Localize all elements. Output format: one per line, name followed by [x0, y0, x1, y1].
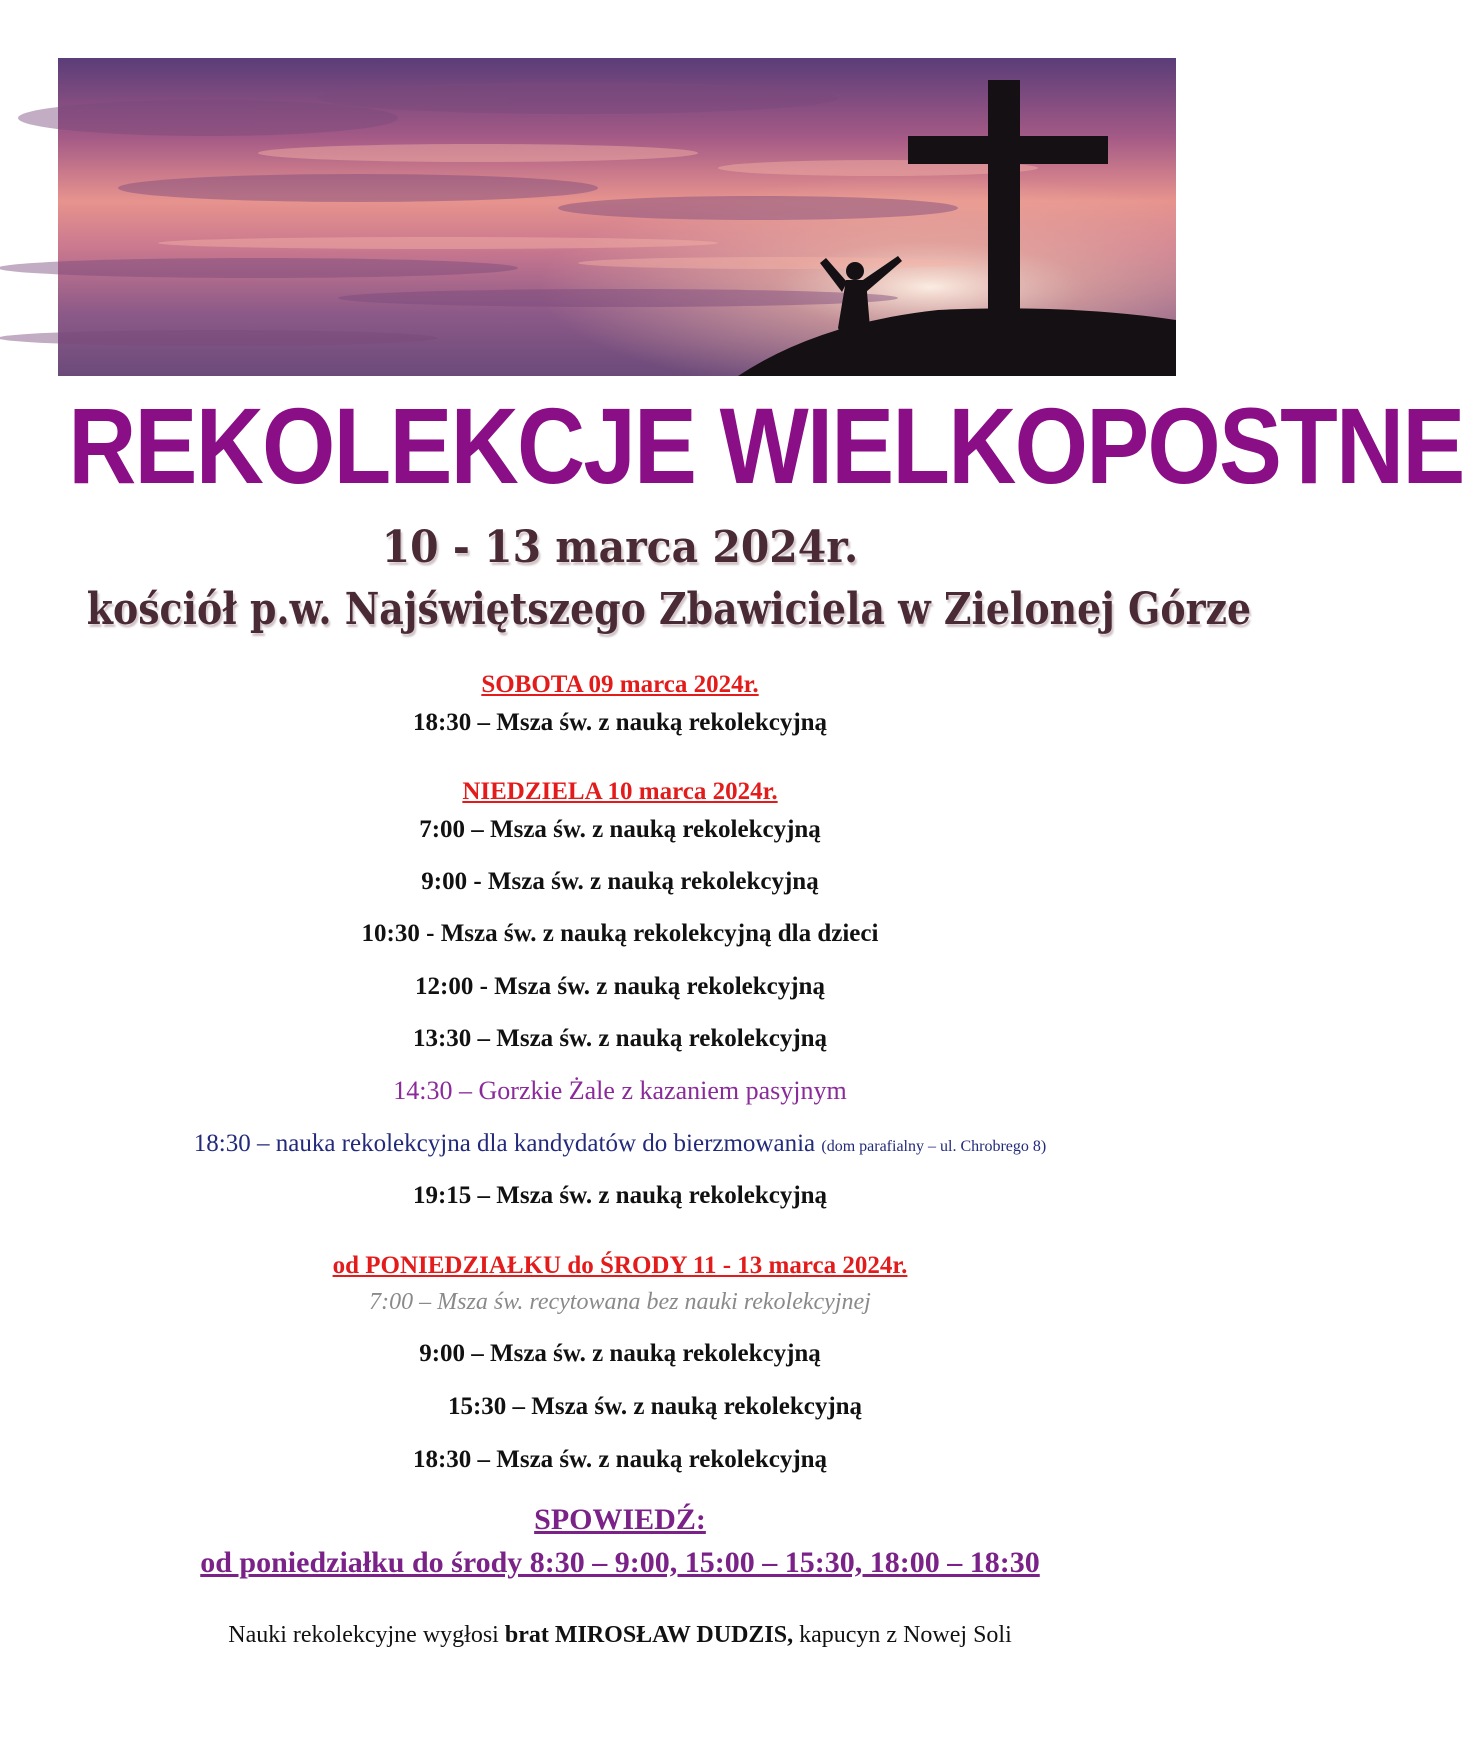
location-note: (dom parafialny – ul. Chrobrego 8) [821, 1138, 1047, 1155]
header-banner-image [58, 58, 1176, 376]
day-heading-weekdays: od PONIEDZIAŁKU do ŚRODY 11 - 13 marca 2024r. [332, 1252, 908, 1279]
schedule-item-confirmation-text: 18:30 – nauka rekolekcyjna dla kandydatów do bierzmowania [193, 1130, 816, 1157]
schedule-item: 18:30 – Msza św. z nauką rekolekcyjną [412, 709, 828, 736]
footer-note [0, 1623, 1240, 1647]
schedule-item-recited-mass: 7:00 – Msza św. recytowana bez nauki rekolekcyjnej [369, 1289, 871, 1315]
day-heading-saturday: SOBOTA 09 marca 2024r. [481, 671, 759, 698]
schedule-item: 10:30 - Msza św. z nauką rekolekcyjną dla dzieci [361, 920, 879, 947]
schedule-item: 19:15 – Msza św. z nauką rekolekcyjną [412, 1182, 828, 1209]
schedule-item: 9:00 - Msza św. z nauką rekolekcyjną [421, 868, 819, 895]
schedule-item: 15:30 – Msza św. z nauką rekolekcyjną [447, 1393, 863, 1420]
schedule-item: 18:30 – Msza św. z nauką rekolekcyjną [412, 1446, 828, 1473]
schedule-item-gorzkie-zale: 14:30 – Gorzkie Żale z kazaniem pasyjnym [393, 1076, 847, 1105]
footer-text-after: kapucyn z Nowej Soli [793, 1622, 1012, 1648]
event-dates: 10 - 13 marca 2024r. [381, 522, 859, 573]
event-location: kościół p.w. Najświętszego Zbawiciela w Zielonej Górze [86, 584, 1252, 635]
day-heading-sunday: NIEDZIELA 10 marca 2024r. [462, 778, 778, 805]
confession-hours: od poniedziałku do środy 8:30 – 9:00, 15:00 – 15:30, 18:00 – 18:30 [200, 1546, 1040, 1579]
confession-heading: SPOWIEDŹ: [534, 1503, 706, 1536]
footer-text-before: Nauki rekolekcyjne wygłosi [228, 1622, 505, 1648]
page-title: REKOLEKCJE WIELKOPOSTNE [68, 385, 1463, 507]
schedule-item: 9:00 – Msza św. z nauką rekolekcyjną [419, 1340, 821, 1367]
schedule-item: 12:00 - Msza św. z nauką rekolekcyjną [415, 973, 825, 1000]
schedule-item: 13:30 – Msza św. z nauką rekolekcyjną [412, 1025, 828, 1052]
speaker-name: brat MIROSŁAW DUDZIS, [504, 1622, 794, 1648]
schedule-item: 7:00 – Msza św. z nauką rekolekcyjną [419, 816, 821, 843]
schedule-item-confirmation [0, 1131, 1240, 1156]
